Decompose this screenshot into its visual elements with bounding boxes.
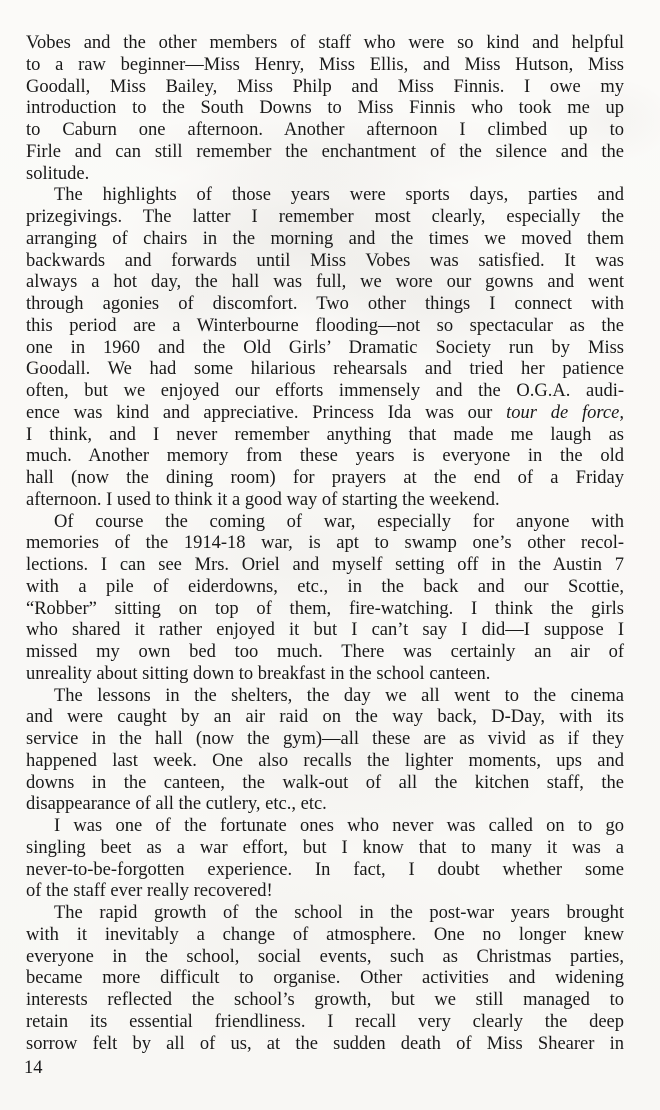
text-line [26,990,624,1012]
paragraph [26,686,624,817]
text-segment: Firle and can still remember the enchantment of the silence and the [26,141,624,162]
text-line [26,686,624,708]
text-line [26,207,624,229]
text-line [26,707,624,729]
text-segment: backwards and forwards until Miss Vobes was satisfied. It was [26,250,624,271]
text-line [26,881,624,903]
text-line [26,468,624,490]
text-segment: never-to-be-forgotten experience. In fact, I doubt whether some [26,859,624,880]
text-segment: service in the hall (now the gym)—all these are as vivid as if they [26,729,624,749]
text-line [26,860,624,882]
text-line [26,142,624,164]
text-line [26,620,624,642]
text-segment: who shared it rather enjoyed it but I can’t say I did—I suppose I [26,620,624,641]
text-segment: missed my own bed too much. There was certainly an air of [26,642,624,662]
text-line [26,903,624,925]
paragraph [26,512,624,686]
text-segment: solitude. [26,163,90,184]
text-segment: interests reflected the school’s growth, but we still managed to [26,990,624,1010]
text-line [26,838,624,860]
text-line [26,664,624,686]
text-segment: sorrow felt by all of us, at the sudden death of Miss Shearer in [26,1033,624,1054]
text-line [26,577,624,599]
text-line [26,925,624,947]
page-number: 14 [24,1058,43,1078]
text-segment: I think, and I never remember anything that made me laugh as [26,424,624,445]
text-segment: prizegivings. The latter I remember most clearly, especially the [26,207,624,227]
text-segment: afternoon. I used to think it a good way of starting the weekend. [26,489,500,510]
text-segment: became more difficult to organise. Other activities and widening [26,968,624,989]
text-segment: much. Another memory from these years is everyone in the old [26,446,624,467]
text-line [26,425,624,447]
paragraph [26,185,624,511]
text-segment: The highlights of those years were sports days, parties and [54,185,624,206]
text-line [26,251,624,273]
text-line [26,816,624,838]
text-segment: Vobes and the other members of staff who were so kind and helpful [26,33,624,53]
text-segment: introduction to the South Downs to Miss Finnis who took me up [26,98,624,119]
text-line [26,120,624,142]
text-line [26,359,624,381]
text-line [26,98,624,120]
text-segment: of the staff ever really recovered! [26,881,273,902]
text-line [26,229,624,251]
text-segment: this period are a Winterbourne flooding—not so spectacular as the [26,315,624,336]
text-segment: lections. I can see Mrs. Oriel and myself setting off in the Austin 7 [26,555,624,575]
text-segment: I was one of the fortunate ones who never was called on to go [54,816,624,836]
text-segment: singling beet as a war effort, but I know that to many it was a [26,837,624,858]
paragraph [26,903,624,1055]
body-text [26,33,624,1055]
text-segment: to a raw beginner—Miss Henry, Miss Ellis, and Miss Hutson, Miss [26,54,624,75]
paragraph [26,33,624,185]
text-segment: unreality about sitting down to breakfast in the school canteen. [26,663,491,684]
text-segment: disappearance of all the cutlery, etc., etc. [26,794,327,815]
text-line [26,294,624,316]
text-segment: “Robber” sitting on top of them, fire-watching. I think the girls [26,598,624,619]
text-line [26,490,624,512]
text-segment: one in 1960 and the Old Girls’ Dramatic Society run by Miss [26,337,624,358]
text-line [26,968,624,990]
text-line [26,446,624,468]
text-segment: happened last week. One also recalls the lighter moments, ups and [26,750,624,771]
text-segment: memories of the 1914-18 war, is apt to swamp one’s other recol- [26,533,624,554]
text-segment: with it inevitably a change of atmosphere. One no longer knew [26,924,624,945]
text-line [26,403,624,425]
text-segment: and were caught by an air raid on the way back, D-Day, with its [26,707,624,728]
text-line [26,642,624,664]
paragraph [26,816,624,903]
text-segment: with a pile of eiderdowns, etc., in the back and our Scottie, [26,576,624,597]
text-segment: The lessons in the shelters, the day we all went to the cinema [54,685,624,706]
text-segment: The rapid growth of the school in the post-war years brought [54,903,624,923]
text-segment: Goodall, Miss Bailey, Miss Philp and Miss Finnis. I owe my [26,76,624,97]
text-segment: always a hot day, the hall was full, we wore our gowns and went [26,272,624,293]
text-segment: ence was kind and appreciative. Princess Ida was our [26,402,507,423]
text-line [26,272,624,294]
text-segment: through agonies of discomfort. Two other things I connect with [26,294,624,314]
text-segment: everyone in the school, social events, such as Christmas parties, [26,946,624,967]
text-segment: often, but we enjoyed our efforts immensely and the O.G.A. audi- [26,381,624,401]
text-line [26,555,624,577]
text-line [26,729,624,751]
text-line [26,794,624,816]
text-segment: retain its essential friendliness. I recall very clearly the deep [26,1011,624,1032]
text-line [26,316,624,338]
text-line [26,947,624,969]
italic-phrase: tour de force, [506,402,624,423]
text-line [26,185,624,207]
text-line [26,164,624,186]
text-segment: to Caburn one afternoon. Another afternoon I climbed up to [26,120,624,140]
text-segment: Goodall. We had some hilarious rehearsals and tried her patience [26,359,624,380]
text-segment: downs in the canteen, the walk-out of all the kitchen staff, the [26,772,624,793]
text-segment: hall (now the dining room) for prayers at the end of a Friday [26,468,624,488]
text-line [26,751,624,773]
text-line [26,599,624,621]
text-line [26,512,624,534]
text-line [26,77,624,99]
text-line [26,338,624,360]
text-line [26,55,624,77]
text-segment: arranging of chairs in the morning and the times we moved them [26,228,624,249]
text-segment: Of course the coming of war, especially for anyone with [54,511,624,532]
text-line [26,381,624,403]
text-line [26,1034,624,1056]
text-line [26,33,624,55]
text-line [26,1012,624,1034]
text-line [26,773,624,795]
text-line [26,533,624,555]
